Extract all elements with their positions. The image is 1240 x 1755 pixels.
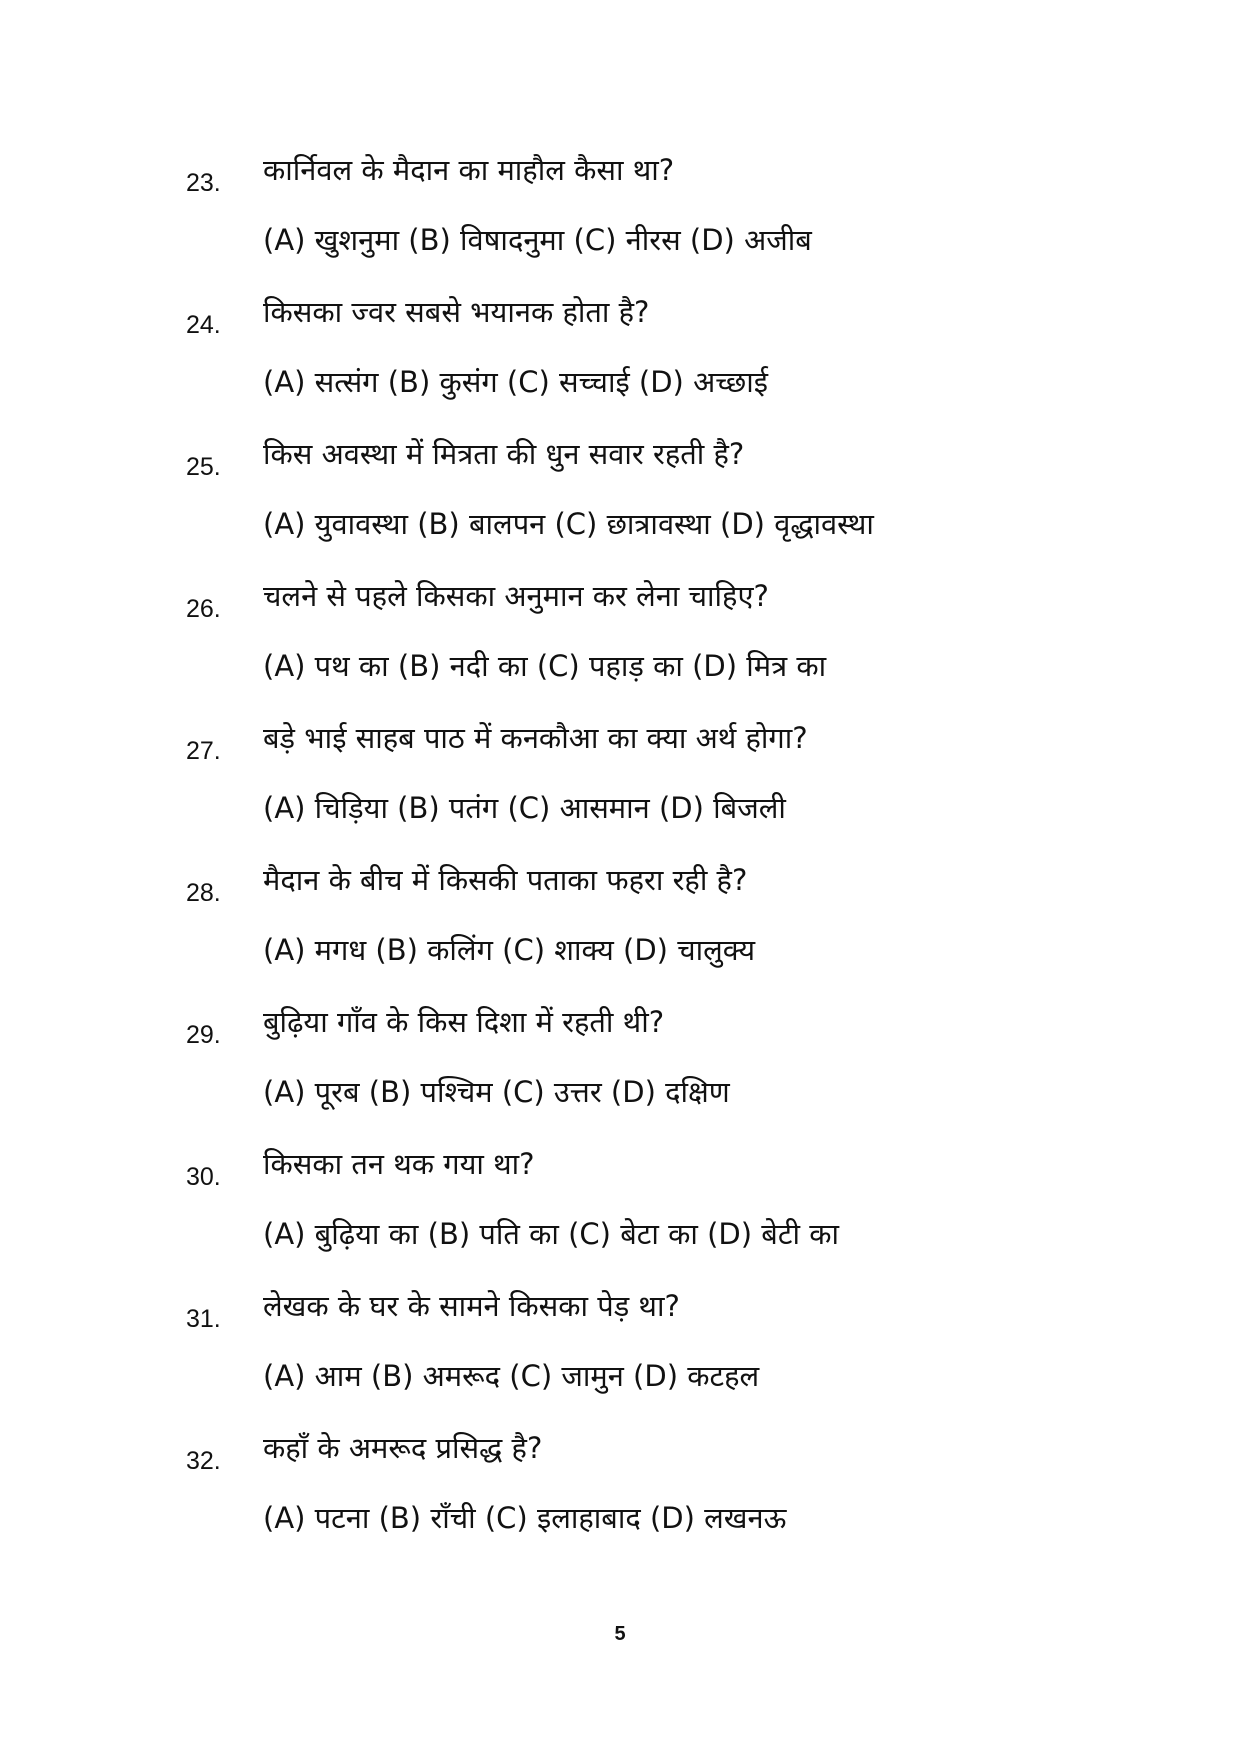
question-options: (A) पटना (B) राँची (C) इलाहाबाद (D) लखनऊ [263,1501,787,1535]
question-28 [0,858,1240,1000]
question-number: 27. [186,737,221,765]
question-options: (A) सत्संग (B) कुसंग (C) सच्चाई (D) अच्छाई [263,365,768,399]
question-24 [0,290,1240,432]
question-number: 29. [186,1021,221,1049]
page-number: 5 [614,1623,626,1645]
question-31 [0,1284,1240,1426]
question-options: (A) आम (B) अमरूद (C) जामुन (D) कटहल [263,1359,760,1393]
question-number: 24. [186,311,221,339]
question-32 [0,1426,1240,1568]
question-number: 23. [186,169,221,197]
question-text: किसका तन थक गया था? [263,1147,535,1181]
question-text: किस अवस्था में मित्रता की धुन सवार रहती है? [263,437,745,471]
question-text: बड़े भाई साहब पाठ में कनकौआ का क्या अर्थ होगा? [263,721,808,755]
question-text: चलने से पहले किसका अनुमान कर लेना चाहिए? [263,579,769,613]
question-26 [0,574,1240,716]
question-options: (A) बुढ़िया का (B) पति का (C) बेटा का (D) बेटी का [263,1217,839,1251]
question-options: (A) पूरब (B) पश्चिम (C) उत्तर (D) दक्षिण [263,1075,730,1109]
question-options: (A) युवावस्था (B) बालपन (C) छात्रावस्था (D) वृद्धावस्था [263,507,874,541]
question-number: 26. [186,595,221,623]
question-number: 31. [186,1305,221,1333]
question-text: मैदान के बीच में किसकी पताका फहरा रही है? [263,863,748,897]
question-options: (A) चिड़िया (B) पतंग (C) आसमान (D) बिजली [263,791,786,825]
question-text: किसका ज्वर सबसे भयानक होता है? [263,295,650,329]
question-text: बुढ़िया गाँव के किस दिशा में रहती थी? [263,1005,665,1039]
question-number: 30. [186,1163,221,1191]
question-27 [0,716,1240,858]
question-text: कार्निवल के मैदान का माहौल कैसा था? [263,153,675,187]
question-options: (A) खुशनुमा (B) विषादनुमा (C) नीरस (D) अजीब [263,223,812,257]
question-25 [0,432,1240,574]
question-text: लेखक के घर के सामने किसका पेड़ था? [263,1289,680,1323]
question-29 [0,1000,1240,1142]
question-30 [0,1142,1240,1284]
question-number: 25. [186,453,221,481]
question-23 [0,148,1240,290]
question-text: कहाँ के अमरूद प्रसिद्ध है? [263,1431,543,1465]
question-number: 32. [186,1447,221,1475]
question-options: (A) पथ का (B) नदी का (C) पहाड़ का (D) मित्र का [263,649,827,683]
question-options: (A) मगध (B) कलिंग (C) शाक्य (D) चालुक्य [263,933,756,967]
question-number: 28. [186,879,221,907]
